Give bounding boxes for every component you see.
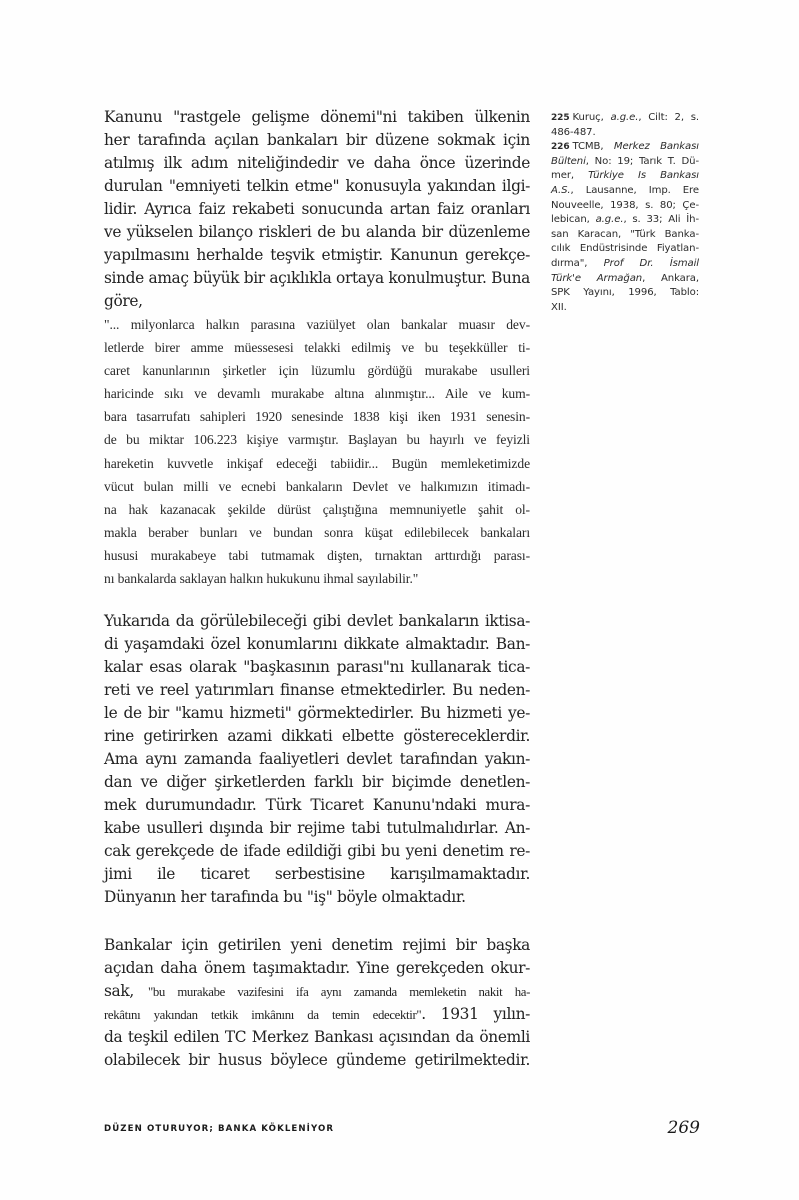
text-line: yapılmasını herhalde teşvik etmiştir. Kanunun gerekçe-: [104, 246, 530, 264]
footnote-line: [551, 213, 699, 228]
footnote-title-italic: Bülteni: [551, 155, 586, 167]
block-quote-law-rationale: [104, 313, 530, 590]
footnote-text: , s. 33; Ali İh-: [623, 214, 699, 226]
text-line: Kanunu "rastgele gelişme dönemi"ni takiben ülkenin: [104, 108, 530, 126]
footnote-line: [551, 199, 699, 214]
text-line: "... milyonlarca halkın parasına vaziülyet olan bankalar muasır dev-: [104, 317, 530, 332]
footnote-line: [551, 155, 699, 170]
text-line: nı bankalarda saklayan halkın hukukunu ihmal sayılabilir.": [104, 571, 419, 587]
margin-footnotes: [551, 111, 699, 315]
text-line: vücut bulan milli ve ecnebi bankaların Devlet ve halkımızın itimadı-: [104, 478, 530, 494]
footnote-line: [551, 286, 699, 301]
footnote-title-italic: Türkiye Is Bankası: [588, 170, 699, 182]
text-line: hareketin kuvvetle inkişaf edeceği tabiidir... Bugün memleketimizde: [104, 455, 530, 471]
text-line: kabe usulleri dışında bir rejime tabi tutulmalıdırlar. An-: [104, 819, 530, 837]
text-line: Bankalar için getirilen yeni denetim rejimi bir başka: [104, 936, 530, 954]
text-line: durulan "emniyeti telkin etme" konusuyla yakından ilgi-: [104, 177, 530, 195]
inline-quote: rekâtını yakından tetkik imkânını da temin edecektir": [104, 1008, 422, 1022]
footnote-title-italic: Prof Dr. İsmail: [603, 257, 699, 269]
text-line: [104, 1003, 530, 1026]
footnote-line: [551, 301, 699, 316]
footnote-line: [551, 184, 699, 199]
text-line: reti ve reel yatırımları finanse etmektedirler. Bu neden-: [104, 681, 530, 699]
paragraph-state-banks: [104, 610, 530, 909]
text-line: Ama aynı zamanda faaliyetleri devlet tarafından yakın-: [104, 750, 530, 768]
footnote-text: dırma",: [551, 257, 604, 269]
footnote-text: SPK Yayını, 1996, Tablo:: [551, 287, 699, 299]
text-line: makla beraber bunları ve bundan sonra küşat edilebilecek bankaları: [104, 524, 530, 540]
text-line: haricinde sıkı ve devamlı murakabe altına alınmıştır... Aile ve kum-: [104, 386, 530, 402]
footnote-line: [551, 272, 699, 287]
footnote-line: [551, 140, 699, 155]
running-footer: DÜZEN OTURUYOR; BANKA KÖKLENİYOR: [104, 1124, 335, 1134]
footnote-title-italic: A.S.: [551, 184, 571, 196]
text-line: hususi murakabeye tabi tutmamak dişten, tırnaktan arttırdığı parası-: [104, 547, 530, 563]
footnote-text: , Cilt: 2, s.: [638, 112, 699, 123]
text-line: ve yükselen bilanço riskleri de bu alanda bir düzenleme: [104, 223, 530, 241]
text-line: Yukarıda da görülebileceği gibi devlet bankaların iktisa-: [104, 612, 530, 630]
text-line: da teşkil edilen TC Merkez Bankası açısından da önemli: [104, 1028, 530, 1046]
footnote-line: [551, 228, 699, 243]
footnote-title-italic: a.g.e.: [610, 112, 639, 123]
footnote-line: [551, 169, 699, 184]
footnote-text: cılık Endüstrisinde Fiyatlan-: [551, 243, 699, 255]
footnote-text: , Lausanne, Imp. Ere: [570, 184, 699, 196]
text-line: göre,: [104, 292, 143, 310]
text-run: sak,: [104, 982, 148, 1000]
text-line: açıdan daha önem taşımaktadır. Yine gerekçeden okur-: [104, 959, 530, 977]
paragraph-intro: [104, 106, 530, 313]
text-line: atılmış ilk adım niteliğindedir ve daha önce üzerinde: [104, 154, 530, 172]
footnote-title-italic: a.g.e.: [595, 214, 624, 226]
footnote-title-italic: Türk'e Armağan: [551, 272, 643, 284]
text-line: jimi ile ticaret serbestisine karışılmamaktadır.: [104, 865, 530, 883]
text-line: le de bir "kamu hizmeti" görmektedirler. Bu hizmeti ye-: [104, 704, 530, 722]
text-line: lidir. Ayrıca faiz rekabeti sonucunda artan faiz oranları: [104, 200, 530, 218]
footnote-text: Nouveelle, 1938, s. 80; Çe-: [551, 199, 699, 211]
footnote-text: TCMB,: [572, 141, 614, 153]
footnote-text: Kuruç,: [572, 112, 611, 123]
text-run: . 1931 yılın-: [421, 1005, 530, 1023]
footnote-line: [551, 257, 699, 272]
text-line: mek durumundadır. Türk Ticaret Kanunu'ndaki mura-: [104, 796, 530, 814]
footnote-line: [551, 111, 699, 126]
text-line: sinde amaç büyük bir açıklıkla ortaya konulmuştur. Buna: [104, 269, 530, 287]
inline-quote: "bu murakabe vazifesini ifa aynı zamanda memleketin nakit ha-: [147, 985, 531, 999]
footnote-text: XII.: [551, 301, 567, 313]
footnote-line: [551, 126, 699, 141]
footnote-text: , Ankara,: [642, 272, 699, 284]
text-line: cak gerekçede de ifade edildiği gibi bu yeni denetim re-: [104, 842, 530, 860]
footnote-text: san Karacan, "Türk Banka-: [551, 228, 699, 240]
text-line: di yaşamdaki özel konumlarını dikkate almaktadır. Ban-: [104, 635, 530, 653]
footnote-text: 486-487.: [551, 126, 596, 138]
text-line: bara tasarrufatı sahipleri 1920 senesinde 1838 kişi iken 1931 senesin-: [104, 409, 530, 425]
footnote-text: lebican,: [551, 214, 596, 226]
footnote-title-italic: Merkez Bankası: [613, 141, 699, 153]
text-line: her tarafında açılan bankaları bir düzene sokmak için: [104, 131, 530, 149]
text-line: olabilecek bir husus böylece gündeme getirilmektedir.: [104, 1051, 530, 1069]
text-line: na hak kazanacak şekilde dürüst çalıştığına memnuniyetle şahit ol-: [104, 501, 530, 517]
page-number: 269: [667, 1118, 700, 1138]
text-line: dan ve diğer şirketlerden farklı bir biçimde denetlen-: [104, 773, 530, 791]
text-line: rine getirirken azami dikkati elbette göstereceklerdir.: [104, 727, 530, 745]
text-line: letlerde birer amme müessesesi telakki edilmiş ve bu teşekküller ti-: [104, 340, 530, 356]
footnote-text: , No: 19; Tarık T. Dü-: [585, 155, 699, 167]
footnote-number: 225: [551, 113, 570, 123]
footnote-line: [551, 242, 699, 257]
text-line: caret kanunlarının şirketler için lüzumlu gördüğü murakabe usulleri: [104, 363, 530, 379]
text-line: [104, 980, 530, 1003]
footnote-text: mer,: [551, 170, 589, 182]
paragraph-new-supervision: [104, 934, 530, 1072]
text-line: Dünyanın her tarafında bu "iş" böyle olmaktadır.: [104, 888, 466, 906]
text-line: kalar esas olarak "başkasının parası"nı kullanarak tica-: [104, 658, 530, 676]
text-line: de bu miktar 106.223 kişiye varmıştır. Başlayan bu hayırlı ve feyizli: [104, 432, 530, 448]
footnote-number: 226: [551, 142, 570, 153]
